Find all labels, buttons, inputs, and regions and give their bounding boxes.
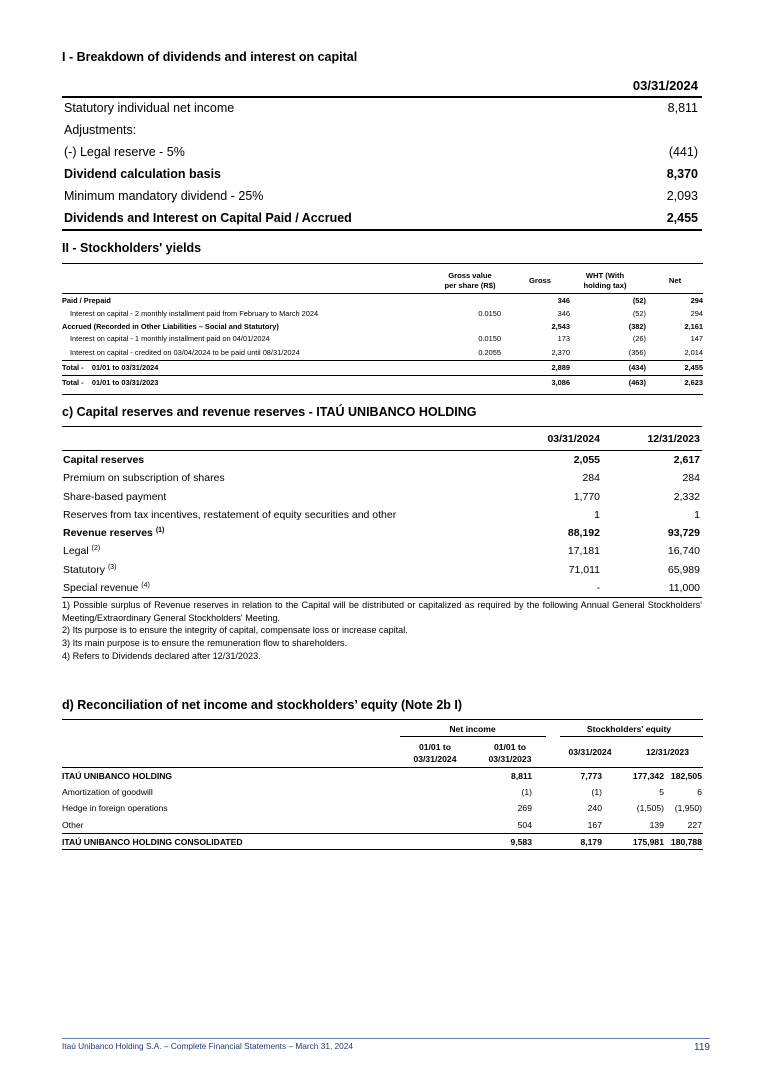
capital-reserves-table bbox=[62, 451, 702, 597]
cell-per-share: 0.0150 bbox=[478, 309, 501, 319]
cell-value-2: 284 bbox=[682, 472, 700, 485]
note-2: 2) Its purpose is to ensure the integrity of capital, compensate loss or increase capital. bbox=[62, 625, 408, 636]
cell-c: 139 bbox=[649, 819, 664, 830]
row-label: ITAÚ UNIBANCO HOLDING CONSOLIDATED bbox=[62, 836, 243, 847]
section-2-bottom-rule bbox=[62, 394, 703, 395]
table-row bbox=[62, 307, 703, 321]
cell-value-1: 2,055 bbox=[573, 454, 600, 466]
cell-a: 9,583 bbox=[510, 836, 532, 847]
group-equity-rule bbox=[560, 736, 703, 737]
row-label: Interest on capital - credited on 03/04/2024 to be paid until 08/31/2024 bbox=[70, 347, 300, 357]
footnote-marker: (3) bbox=[107, 563, 117, 571]
cell-gross: 346 bbox=[557, 309, 570, 319]
cell-gross: 2,543 bbox=[551, 322, 570, 332]
table-row bbox=[62, 834, 703, 850]
table-row bbox=[62, 333, 703, 345]
section-2-title: II - Stockholders' yields bbox=[62, 241, 202, 255]
cell-a: 504 bbox=[517, 819, 532, 830]
table-row bbox=[62, 784, 703, 800]
table-row bbox=[62, 488, 702, 506]
row-label: Share-based payment bbox=[63, 490, 167, 503]
cell-gross: 2,370 bbox=[551, 347, 570, 357]
cell-d: 6 bbox=[697, 787, 702, 798]
header-net-income-2024 bbox=[400, 741, 470, 765]
row-value: 2,093 bbox=[666, 189, 698, 203]
row-label: Accrued (Recorded in Other Liabilities – Social and Statutory) bbox=[62, 322, 279, 332]
row-label bbox=[63, 579, 150, 597]
section-c-title: c) Capital reserves and revenue reserves - ITAÚ UNIBANCO HOLDING bbox=[62, 405, 477, 419]
cell-value-2: 2,332 bbox=[673, 490, 700, 503]
table-row bbox=[62, 469, 702, 487]
header-equity-2024: 03/31/2024 bbox=[568, 747, 612, 757]
header-net-income-2023 bbox=[475, 741, 545, 765]
cell-wht: (382) bbox=[628, 322, 646, 332]
cell-value-2: 2,617 bbox=[673, 454, 700, 466]
cell-wht: (52) bbox=[632, 296, 646, 305]
cell-value-1: 17,181 bbox=[567, 545, 600, 558]
cell-value-2: 1 bbox=[694, 508, 700, 521]
header-gross: Gross bbox=[529, 276, 551, 285]
cell-c: 175,981 bbox=[632, 836, 664, 847]
row-label: (-) Legal reserve - 5% bbox=[64, 145, 185, 159]
cell-b: 8,179 bbox=[580, 836, 602, 847]
note-1: 1) Possible surplus of Revenue reserves in relation to the Capital will be distributed or capitalized as required by the following Annual General Stockholders' Meeting/Extraordinary General Stockholders' Meeting. bbox=[62, 600, 702, 623]
row-label: Adjustments: bbox=[64, 123, 137, 137]
cell-b: 7,773 bbox=[580, 771, 602, 781]
cell-value-2: 93,729 bbox=[667, 527, 700, 540]
table-row bbox=[62, 207, 700, 229]
cell-per-share: 0.2055 bbox=[478, 347, 501, 357]
cell-value-1: 88,192 bbox=[567, 527, 600, 540]
cell-per-share: 0.0150 bbox=[478, 334, 501, 344]
cell-value-2: 65,989 bbox=[667, 563, 700, 576]
cell-value-2: 11,000 bbox=[668, 582, 700, 595]
cell-d: 180,788 bbox=[670, 836, 702, 847]
page-number: 119 bbox=[694, 1042, 710, 1053]
cell-gross: 173 bbox=[557, 334, 570, 344]
cell-net: 147 bbox=[690, 334, 703, 344]
section-c-col2-header: 12/31/2023 bbox=[647, 433, 700, 445]
cell-net: 2,014 bbox=[684, 347, 703, 357]
header-line: 01/01 to bbox=[418, 742, 451, 752]
footer-text: Itaú Unibanco Holding S.A. – Complete Financial Statements – March 31, 2024 bbox=[62, 1041, 354, 1051]
header-line: holding tax) bbox=[583, 281, 627, 290]
row-label: Capital reserves bbox=[63, 454, 145, 466]
table-row bbox=[62, 361, 703, 375]
cell-gross: 346 bbox=[557, 296, 570, 305]
cell-value-2: 16,740 bbox=[667, 545, 700, 558]
cell-gross: 2,889 bbox=[551, 363, 570, 373]
cell-c: (1,505) bbox=[636, 803, 664, 814]
row-label: Interest on capital - 1 monthly installment paid on 04/01/2024 bbox=[70, 334, 270, 344]
group-net-income-rule bbox=[400, 736, 546, 737]
cell-d: 227 bbox=[687, 819, 702, 830]
row-label bbox=[63, 542, 100, 560]
table-row bbox=[62, 524, 702, 542]
cell-value-1: 284 bbox=[582, 472, 600, 485]
group-net-income: Net income bbox=[449, 724, 496, 734]
cell-a: 269 bbox=[517, 803, 532, 814]
cell-net: 2,161 bbox=[684, 322, 703, 332]
row-label: Amortization of goodwill bbox=[62, 787, 153, 798]
row-label: Premium on subscription of shares bbox=[63, 472, 225, 485]
cell-a: 8,811 bbox=[510, 771, 532, 781]
row-label: Interest on capital - 2 monthly installment paid from February to March 2024 bbox=[70, 309, 319, 319]
section-1-column-header: 03/31/2024 bbox=[632, 78, 698, 93]
row-label bbox=[63, 524, 164, 542]
group-stockholders-equity: Stockholders' equity bbox=[586, 724, 672, 734]
cell-net: 294 bbox=[690, 309, 703, 319]
section-2-top-rule bbox=[62, 263, 703, 264]
row-label bbox=[63, 561, 117, 579]
table-row bbox=[62, 97, 700, 119]
cell-d: (1,950) bbox=[674, 803, 702, 814]
row-label: Other bbox=[62, 819, 84, 830]
label-text: Revenue reserves bbox=[63, 527, 153, 540]
table-row bbox=[62, 506, 702, 524]
table-row bbox=[62, 141, 700, 163]
section-c-col1-header: 03/31/2024 bbox=[547, 433, 600, 445]
section-c-notes bbox=[62, 599, 702, 663]
cell-wht: (434) bbox=[628, 363, 646, 373]
cell-wht: (356) bbox=[628, 347, 646, 357]
table-row bbox=[62, 800, 703, 816]
footnote-marker: (4) bbox=[141, 582, 150, 590]
table-row bbox=[62, 346, 703, 361]
cell-c: 5 bbox=[659, 787, 664, 798]
row-label: Minimum mandatory dividend - 25% bbox=[64, 189, 264, 203]
table-row bbox=[62, 376, 703, 390]
dividends-breakdown-table bbox=[62, 97, 700, 229]
note-3: 3) Its main purpose is to ensure the remuneration flow to shareholders. bbox=[62, 638, 348, 649]
cell-wht: (463) bbox=[628, 377, 646, 387]
note-4: 4) Refers to Dividends declared after 12/31/2023. bbox=[62, 650, 261, 661]
section-c-top-rule bbox=[62, 426, 702, 427]
table-row bbox=[62, 579, 702, 597]
row-label: Dividends and Interest on Capital Paid / Accrued bbox=[64, 211, 352, 225]
row-label: Paid / Prepaid bbox=[62, 296, 111, 305]
row-label: Hedge in foreign operations bbox=[62, 803, 168, 814]
table-row bbox=[62, 321, 703, 333]
table-row bbox=[62, 119, 700, 141]
section-2-header-rule bbox=[62, 293, 703, 294]
footnote-marker: (1) bbox=[155, 527, 165, 535]
header-line: 03/31/2024 bbox=[413, 754, 457, 764]
row-value: 2,455 bbox=[666, 211, 698, 225]
header-net: Net bbox=[668, 276, 682, 285]
cell-value-1: 1,770 bbox=[573, 490, 600, 503]
row-label: Reserves from tax incentives, restatement of equity securities and other bbox=[63, 508, 397, 521]
cell-net: 2,455 bbox=[684, 363, 703, 373]
section-d-title: d) Reconciliation of net income and stockholders’ equity (Note 2b I) bbox=[62, 698, 463, 712]
row-value: 8,370 bbox=[666, 167, 698, 181]
cell-a: (1) bbox=[521, 787, 532, 798]
table-row bbox=[62, 817, 703, 833]
cell-c: 177,342 bbox=[632, 771, 664, 781]
header-line: 03/31/2023 bbox=[488, 754, 532, 764]
row-label: Dividend calculation basis bbox=[64, 167, 221, 181]
table-row bbox=[62, 542, 702, 560]
cell-wht: (26) bbox=[632, 334, 646, 344]
row-value: 8,811 bbox=[667, 101, 698, 115]
table-row bbox=[62, 561, 702, 579]
section-d-top-rule bbox=[62, 719, 703, 720]
label-text: Legal bbox=[63, 545, 89, 558]
header-equity-2023: 12/31/2023 bbox=[645, 747, 689, 757]
section-1-bottom-rule bbox=[62, 229, 702, 231]
cell-value-1: 1 bbox=[594, 508, 600, 521]
header-line: WHT (With bbox=[585, 271, 625, 280]
table-row bbox=[62, 163, 700, 185]
footnote-marker: (2) bbox=[91, 545, 101, 553]
row-label: ITAÚ UNIBANCO HOLDING bbox=[62, 771, 173, 781]
row-label: Total - 01/01 to 03/31/2023 bbox=[62, 377, 159, 387]
section-1-title: I - Breakdown of dividends and interest on capital bbox=[62, 50, 358, 64]
label-text: Special revenue bbox=[63, 582, 139, 595]
header-wht bbox=[565, 271, 645, 291]
cell-b: 167 bbox=[587, 819, 602, 830]
header-line: per share (R$) bbox=[444, 281, 496, 290]
header-gross-value bbox=[420, 271, 520, 291]
cell-value-1: 71,011 bbox=[568, 563, 600, 576]
cell-b: (1) bbox=[591, 787, 602, 798]
header-line: 01/01 to bbox=[493, 742, 526, 752]
cell-b: 240 bbox=[587, 803, 602, 814]
cell-wht: (52) bbox=[632, 309, 646, 319]
label-text: Statutory bbox=[63, 563, 106, 576]
table-row bbox=[62, 185, 700, 207]
cell-gross: 3,086 bbox=[551, 377, 570, 387]
table-row bbox=[62, 295, 703, 307]
header-line: Gross value bbox=[448, 271, 492, 280]
stockholders-yields-table bbox=[62, 295, 703, 389]
table-row bbox=[62, 768, 703, 784]
row-label: Total - 01/01 to 03/31/2024 bbox=[62, 363, 159, 373]
cell-value-1: - bbox=[596, 582, 600, 595]
row-value: (441) bbox=[668, 145, 698, 159]
cell-net: 294 bbox=[690, 296, 703, 305]
footer-rule bbox=[62, 1038, 710, 1039]
section-d-bottom-rule bbox=[62, 849, 703, 850]
row-label: Statutory individual net income bbox=[64, 101, 235, 115]
cell-net: 2,623 bbox=[684, 377, 703, 387]
reconciliation-table bbox=[62, 768, 703, 850]
cell-d: 182,505 bbox=[670, 771, 702, 781]
table-row bbox=[62, 451, 702, 469]
